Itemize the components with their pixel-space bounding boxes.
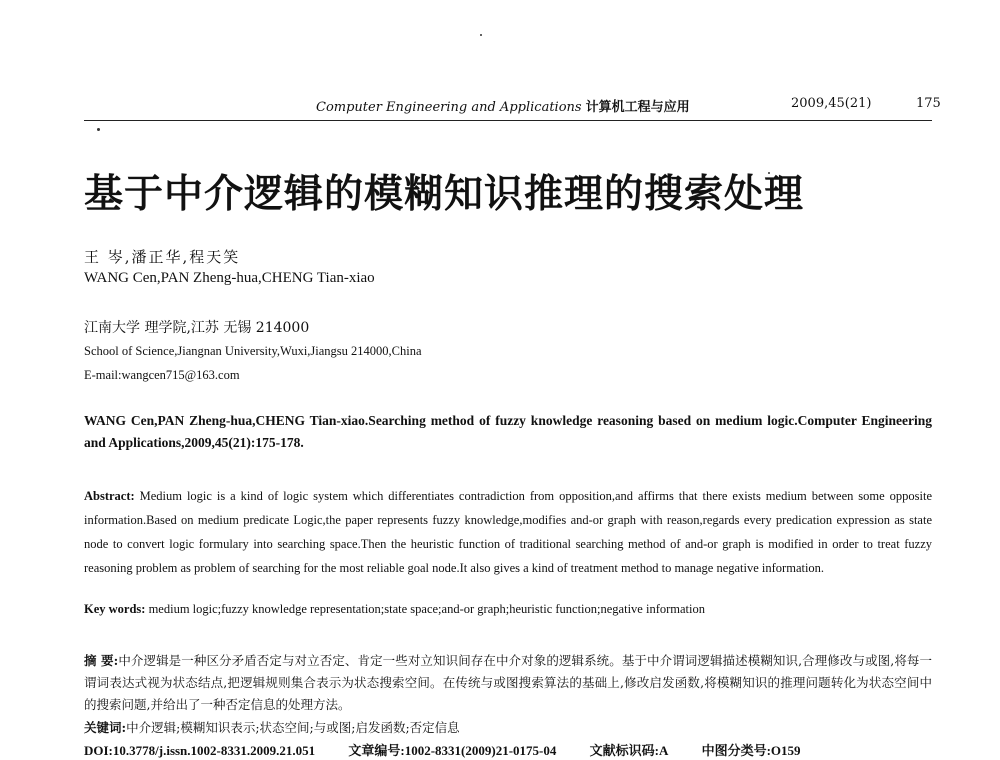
keywords-english (84, 602, 932, 617)
keywords-label: Key words: (84, 602, 146, 616)
doi: DOI:10.3778/j.issn.1002-8331.2009.21.051 (84, 743, 316, 758)
scan-speck (480, 34, 482, 36)
article-number: 文章编号:1002-8331(2009)21-0175-04 (348, 743, 557, 758)
keywords-text: medium logic;fuzzy knowledge representation;state space;and-or graph;heuristic function;negative information (148, 602, 705, 616)
classification-number: 中图分类号:O159 (701, 743, 801, 758)
citation: WANG Cen,PAN Zheng-hua,CHENG Tian-xiao.Searching method of fuzzy knowledge reasoning based on medium logic.Computer Engineering and Applications,2009,45(21):175-178. (84, 413, 932, 450)
author-email: E-mail:wangcen715@163.com (84, 368, 240, 382)
affiliation-chinese: 江南大学 理学院,江苏 无锡 214000 (84, 320, 310, 336)
abstract-cn-label: 摘 要: (84, 653, 119, 668)
doi-line (84, 740, 831, 759)
article-title: 基于中介逻辑的模糊知识推理的搜索处理 (84, 171, 805, 217)
abstract-chinese (84, 650, 932, 716)
header-rule (84, 120, 932, 121)
authors-chinese: 王 岑,潘正华,程天笑 (84, 248, 241, 266)
keywords-cn-label: 关键词: (84, 720, 127, 735)
affiliation-english: School of Science,Jiangnan University,Wuxi,Jiangsu 214000,China (84, 344, 422, 358)
keywords-cn-text: 中介逻辑;模糊知识表示;状态空间;与或图;启发函数;否定信息 (126, 720, 460, 735)
abstract-cn-text: 中介逻辑是一种区分矛盾否定与对立否定、肯定一些对立知识间存在中介对象的逻辑系统。基于中介谓词逻辑描述模糊知识,合理修改与或图,将每一谓词表达式视为状态结点,把逻辑规则集合表示为状态搜索空间。在传统与或图搜索算法的基础上,修改启发函数,将模糊知识的推理问题转化为状态空间中的搜索问题,并给出了一种否定信息的处理方法。 (84, 653, 932, 712)
keywords-chinese (84, 718, 460, 736)
running-header (0, 96, 1000, 116)
journal-name: Computer Engineering and Applications 计算机工程与应用 (316, 100, 690, 115)
document-code: 文献标识码:A (589, 743, 669, 758)
abstract-label: Abstract: (84, 489, 135, 503)
issue-info: 2009,45(21) (791, 96, 872, 111)
scan-speck (97, 128, 100, 131)
page-number: 175 (916, 96, 941, 111)
abstract-text: Medium logic is a kind of logic system which differentiates contradiction from opposition,and affirms that there exists medium between some opposite information.Based on medium predicate Logic,the paper represents fuzzy knowledge,modifies and-or graph with reason,regards every predication expression as state node to convert logic formulary into searching space.Then the heuristic function of traditional searching method of and-or graph is modified in order to treat fuzzy reasoning problem as problem of searching for the most reliable goal node.It also gives a kind of treatment method to manage negative information. (84, 489, 932, 575)
authors-english: WANG Cen,PAN Zheng-hua,CHENG Tian-xiao (84, 270, 375, 286)
abstract-english (84, 484, 932, 580)
